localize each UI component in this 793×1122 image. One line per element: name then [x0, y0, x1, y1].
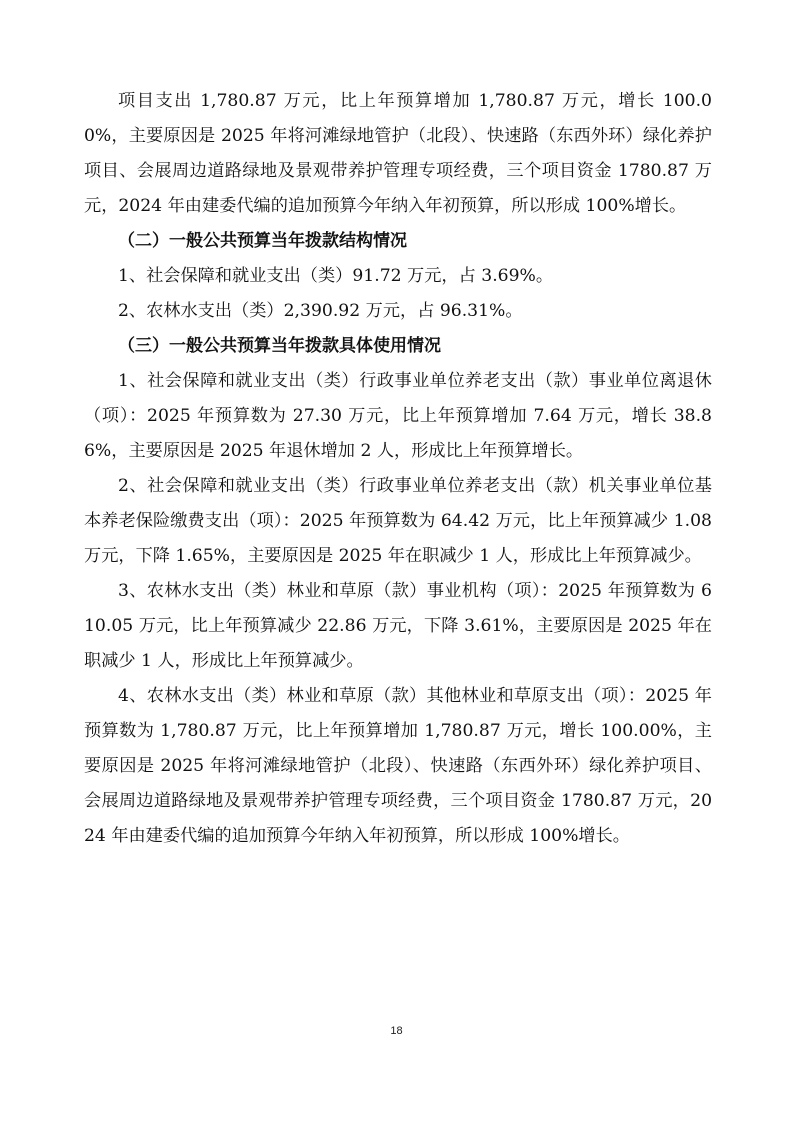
- paragraph-pension-insurance: 2、社会保障和就业支出（类）行政事业单位养老支出（款）机关事业单位基本养老保险缴费支出（项）：2025 年预算数为 64.42 万元，比上年预算减少 1.08 万元，下降 1.65%，主要原因是 2025 年在职减少 1 人，形成比上年预算减少。: [84, 476, 712, 566]
- paragraph-project-expenditure: 项目支出 1,780.87 万元，比上年预算增加 1,780.87 万元，增长 100.00%，主要原因是 2025 年将河滩绿地管护（北段）、快速路（东西外环）绿化养护项目、会展周边道路绿地及景观带养护管理专项经费，三个项目资金 1780.87 万元，2024 年由建委代编的追加预算今年纳入年初预算，所以形成 100%增长。: [84, 91, 712, 216]
- section-heading-usage: （三）一般公共预算当年拨款具体使用情况: [118, 336, 441, 356]
- paragraph-agriculture-share: 2、农林水支出（类）2,390.92 万元，占 96.31%。: [118, 301, 523, 321]
- document-body: [84, 84, 712, 854]
- paragraph-forestry-institution: 3、农林水支出（类）林业和草原（款）事业机构（项）：2025 年预算数为 610.05 万元，比上年预算减少 22.86 万元，下降 3.61%，主要原因是 2025 年在职减少 1 人，形成比上年预算减少。: [84, 581, 712, 671]
- page-number: 18: [390, 1025, 403, 1037]
- paragraph-social-security-share: 1、社会保障和就业支出（类）91.72 万元，占 3.69%。: [118, 266, 554, 286]
- section-heading-structure: （二）一般公共预算当年拨款结构情况: [118, 231, 407, 251]
- paragraph-retirement: 1、社会保障和就业支出（类）行政事业单位养老支出（款）事业单位离退休（项）：2025 年预算数为 27.30 万元，比上年预算增加 7.64 万元，增长 38.86%，主要原因是 2025 年退休增加 2 人，形成比上年预算增长。: [84, 371, 712, 461]
- paragraph-other-forestry: 4、农林水支出（类）林业和草原（款）其他林业和草原支出（项）：2025 年预算数为 1,780.87 万元，比上年预算增加 1,780.87 万元，增长 100.00%，主要原因是 2025 年将河滩绿地管护（北段）、快速路（东西外环）绿化养护项目、会展周边道路绿地及景观带养护管理专项经费，三个项目资金 1780.87 万元，2024 年由建委代编的追加预算今年纳入年初预算，所以形成 100%增长。: [84, 686, 712, 846]
